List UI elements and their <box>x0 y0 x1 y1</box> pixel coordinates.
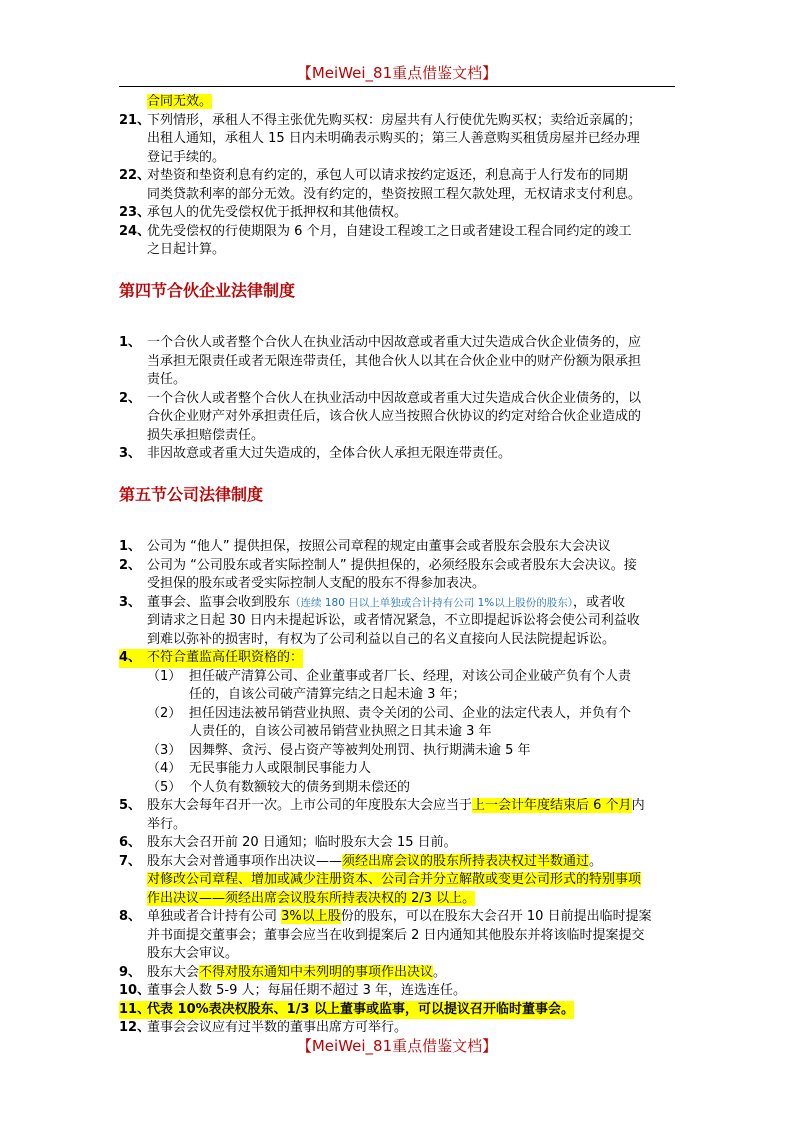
list-text: 下列情形，承租人不得主张优先购买权：房屋共有人行使优先购买权；卖给近亲属的； <box>147 112 642 128</box>
list-item: 4、 不符合董监高任职资格的： <box>119 649 679 668</box>
list-text-continued: 出租人通知，承租人 15 日内未明确表示购买的；第三人善意购买租赁房屋并已经办理 <box>147 131 640 146</box>
list-number: 23、 <box>119 205 151 220</box>
sublist-text-continued: 人责任的，自该公司被吊销营业执照之日其未逾 3 年 <box>189 724 492 739</box>
list-item <box>119 167 679 186</box>
list-number: 24、 <box>119 223 151 239</box>
list-text-continued: 同类贷款利率的部分无效。没有约定的，垫资按照工程欠款处理，无权请求支付利息。 <box>147 186 642 202</box>
list-item <box>119 390 679 409</box>
list-item: 12、 董事会会议应有过半数的董事出席方可举行。 <box>119 1020 408 1035</box>
sublist-text: 个人负有数额较大的债务到期未偿还的 <box>189 779 411 795</box>
list-item <box>119 204 679 223</box>
list-text: 对垫资和垫资利息有约定的，承包人可以请求按约定返还，利息高于人行发布的同期 <box>147 168 629 183</box>
list-item: 11、 代表 10%表决权股东、1/3 以上董事或监事，可以提议召开临时董事会。 <box>119 1001 679 1020</box>
list-item: 2、 公司为 “公司股东或者实际控制人” 提供担保的，必须经股东会或者股东大会决议。接 <box>119 557 637 573</box>
list-item: 5、 股东大会每年召开一次。上市公司的年度股东大会应当于上一会计年度结束后 6 个月内 <box>119 798 645 813</box>
section4-title: 第四节合伙企业法律制度 <box>119 280 296 300</box>
part3-list <box>119 112 679 260</box>
sublist-text: 因舞弊、贪污、侵占资产等被判处刑罚、执行期满未逾 5 年 <box>189 742 531 758</box>
document-body <box>119 93 679 1038</box>
sublist-item <box>119 779 679 798</box>
list-item <box>119 223 679 242</box>
list-text: 承包人的优先受偿权优于抵押权和其他债权。 <box>147 205 408 220</box>
sublist-number: （2） <box>147 705 182 721</box>
sublist-item <box>119 742 679 761</box>
section4-list <box>119 334 679 464</box>
list-text-continued: 当承担无限责任或者无限连带责任，其他合伙人以其在合伙企业中的财产份额为限承担 <box>147 353 642 369</box>
sublist-text: 担任因违法被吊销营业执照、责令关闭的公司、企业的法定代表人，并负有个 <box>189 705 632 721</box>
list-item <box>119 112 679 131</box>
sublist-number: （5） <box>147 779 182 795</box>
list-text: 非因故意或者重大过失造成的，全体合伙人承担无限连带责任。 <box>147 446 512 461</box>
list-text-continued: 损失承担赔偿责任。 <box>147 427 265 443</box>
section5-list: 1、 公司为 “他人” 提供担保，按照公司章程的规定由董事会或者股东会股东大会决议 2、 公司为 “公司股东或者实际控制人” 提供担保的，必须经股东会或者股东大会决议。接 受担保的股东或者受实际控制人支配的股东不得参加表决。 3、 董事会、监事会收到股东（连续 180 日以上单独或合计持有公司 1%以上股份的股东），或者收 到请求之日起 30 日内未提起诉讼，或者情况紧急，不立即提起诉讼将会使公司利益收 到难以弥补的损害时，有权为了公司利益以自己的名义直接向人民法院提起诉讼。 4、 不符合董监高任职资格的： （1） 担任破产清算公司、企业董事或者厂长、经理，对该公司企业破产负有个人责 任的，自该公司破产清算完结之日起未逾 3 年； （2） 担任因违法被吊销营业执照、责令关闭的公司、企业的法定代表人，并负有个 人责任的，自该公司被吊销营业执照之日其未逾 3 年 （3） 因舞弊、贪污、侵占资产等被判处刑罚、执行期满未逾 5 年 （4） 无民事能力人或限制民事能力人 （5） 个人负有数额较大的债务到期未偿还的 5、 股东大会每年召开一次。上市公司的年度股东大会应当于上一会计年度结束后 6 个月内 举行。 6、 股东大会召开前 20 日通知；临时股东大会 15 日前。 7、 股东大会对普通事项作出决议——须经出席会议的股东所持表决权过半数通过。 对修改公司章程、增加或减少注册资本、公司合并分立解散或变更公司形式的特别事项 作出决议——须经出席会议股东所持表决权的 2/3 以上。 8、 单独或者合计持有公司 3%以上股份的股东，可以在股东大会召开 10 日前提出临时提案 并书面提交董事会；董事会应当在收到提案后 2 日内通知其他股东并将该临时提案提交 股东大会审议。 9、 股东大会不得对股东通知中未列明的事项作出决议。 10、 董事会人数 5-9 人；每届任期不超过 3 年，连选连任。 11、 代表 10%表决权股东、1/3 以上董事或监事，可以提议召开临时董事会。 12、 董事会会议应有过半数的董事出席方可举行。 <box>119 538 679 1038</box>
page-header: 【MeiWei_81重点借鉴文档】 <box>296 64 498 82</box>
list-number: 3、 <box>119 446 142 461</box>
list-text-continued: 责任。 <box>147 372 187 387</box>
sublist-item <box>119 705 679 724</box>
list-number: 2、 <box>119 390 142 406</box>
section5-title: 第五节公司法律制度 <box>119 484 264 504</box>
sublist-text: 无民事能力人或限制民事能力人 <box>189 761 372 776</box>
list-item: 6、 股东大会召开前 20 日通知；临时股东大会 15 日前。 <box>119 835 457 850</box>
sublist-number: （3） <box>147 742 182 758</box>
list-number: 22、 <box>119 168 151 183</box>
header-divider <box>119 86 675 87</box>
sublist-text: 担任破产清算公司、企业董事或者厂长、经理，对该公司企业破产负有个人责 <box>189 668 632 684</box>
list-text: 优先受偿权的行使期限为 6 个月，自建设工程竣工之日或者建设工程合同约定的竣工 <box>147 223 632 239</box>
sublist-text-continued: 任的，自该公司破产清算完结之日起未逾 3 年； <box>189 687 466 702</box>
sublist-number: （1） <box>147 668 182 684</box>
list-text-continued: 合伙企业财产对外承担责任后，该合伙人应当按照合伙协议的约定对给合伙企业造成的 <box>147 409 642 424</box>
list-text: 一个合伙人或者整个合伙人在执业活动中因故意或者重大过失造成合伙企业债务的，应 <box>147 335 642 350</box>
list-item: 7、 股东大会对普通事项作出决议——须经出席会议的股东所持表决权过半数通过。 <box>119 853 603 869</box>
sublist-item <box>119 760 679 779</box>
list-text-continued: 登记手续的。 <box>147 149 226 165</box>
list-number: 1、 <box>119 335 142 350</box>
list-item: 3、 董事会、监事会收到股东（连续 180 日以上单独或合计持有公司 1%以上股份的股东），或者收 <box>119 594 625 610</box>
sublist-number: （4） <box>147 761 182 776</box>
list-item: 9、 股东大会不得对股东通知中未列明的事项作出决议。 <box>119 964 447 980</box>
page-footer: 【MeiWei_81重点借鉴文档】 <box>296 1037 498 1055</box>
list-text-continued: 之日起计算。 <box>147 242 226 257</box>
list-item: 1、 公司为 “他人” 提供担保，按照公司章程的规定由董事会或者股东会股东大会决议 <box>119 539 611 554</box>
list-text: 一个合伙人或者整个合伙人在执业活动中因故意或者重大过失造成合伙企业债务的，以 <box>147 390 642 406</box>
list-item <box>119 445 679 464</box>
sublist <box>119 668 679 798</box>
list-item <box>119 334 679 353</box>
lead-line: 合同无效。 <box>147 94 213 109</box>
sublist-item <box>119 668 679 687</box>
list-item: 8、 单独或者合计持有公司 3%以上股份的股东，可以在股东大会召开 10 日前提出临时提案 <box>119 909 652 924</box>
list-number: 21、 <box>119 112 151 128</box>
list-item: 10、 董事会人数 5-9 人；每届任期不超过 3 年，连选连任。 <box>119 983 467 998</box>
